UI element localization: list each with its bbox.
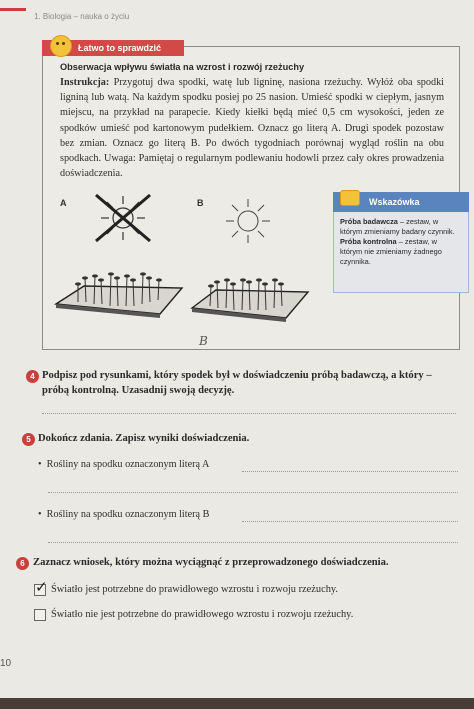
question-number-4: 4: [26, 370, 39, 383]
option-1-text: Światło jest potrzebne do prawidłowego wzrostu i rozwoju rzeżuchy.: [51, 584, 339, 595]
sun-icon: [220, 196, 276, 246]
question-number-6: 6: [16, 557, 29, 570]
option-2-checkbox[interactable]: [34, 609, 46, 621]
hint-title: Wskazówka: [333, 192, 469, 212]
answer-line-b[interactable]: [242, 521, 458, 522]
instruction-paragraph: [60, 75, 444, 181]
answer-line-b2[interactable]: [48, 542, 458, 543]
page-number: 10: [0, 658, 12, 669]
activity-title: Obserwacja wpływu światła na wzrost i rozwój rzeżuchy: [60, 62, 305, 72]
question-5-text: Dokończ zdania. Zapisz wyniki doświadczenia.: [38, 433, 250, 444]
instruction-label: Instrukcja:: [60, 77, 110, 88]
bullet-a: • Rośliny na spodku oznaczonym literą A: [38, 459, 210, 470]
plate-b-illustration: [186, 268, 310, 334]
breadcrumb: 1. Biologia – nauka o życiu: [34, 12, 130, 21]
bullet-b-text: Rośliny na spodku oznaczonym literą B: [46, 509, 210, 520]
answer-line[interactable]: [42, 413, 456, 414]
question-6-text: Zaznacz wniosek, który można wyciągnąć z przeprowadzonego doświadczenia.: [33, 557, 389, 568]
label-a: A: [60, 198, 67, 208]
label-b: B: [197, 198, 204, 208]
hint-def-2: – zestaw, w którym nie zmieniamy żadnego czynnika.: [340, 237, 442, 266]
handwritten-b: B: [199, 334, 208, 348]
hint-def-1: – zestaw, w którym zmieniamy badany czynnik.: [340, 217, 455, 236]
crossed-sun-icon: [92, 192, 154, 244]
plate-a-illustration: [48, 262, 184, 332]
smiley-icon: [50, 35, 72, 57]
answer-line-a2[interactable]: [48, 492, 458, 493]
hint-icon: [340, 190, 360, 206]
answer-line-a[interactable]: [242, 471, 458, 472]
bullet-a-text: Rośliny na spodku oznaczonym literą A: [46, 459, 210, 470]
bullet-b: • Rośliny na spodku oznaczonym literą B: [38, 509, 210, 520]
instruction-text: Przygotuj dwa spodki, watę lub ligninę, nasiona rzeżuchy. Wyłóż oba spodki ligniną lub watą. Na każdym spodku posiej po 25 nasion. Umieść spodki w ciepłym, jasnym miejscu, na przykład na parapecie. Kiedy kiełki będą mieć 0,5 cm wysokości, jeden ze spodków umieść pod kartonowym pudełkiem. Oznacz go literą A. Drugi spodek pozostaw bez zmian. Oznacz go literą B. Po dwóch tygodniach porównaj wygląd roślin na obu spodkach. Uwaga: Pamiętaj o regularnym podlewaniu hodowli przez cały okres prowadzenia doświadczenia.: [60, 77, 444, 180]
hint-body: [340, 217, 460, 267]
hint-term-2: Próba kontrolna: [340, 237, 397, 246]
option-2-text: Światło nie jest potrzebne do prawidłowego wzrostu i rozwoju rzeżuchy.: [51, 609, 354, 620]
hint-term-1: Próba badawcza: [340, 217, 398, 226]
check-mark-icon: ✓: [35, 578, 48, 596]
header-accent-bar: [0, 8, 26, 11]
question-4-text: Podpisz pod rysunkami, który spodek był w doświadczeniu próbą badawczą, a który – próbą kontrolną. Uzasadnij swoją decyzję.: [42, 370, 432, 396]
activity-tag: Łatwo to sprawdzić: [42, 40, 184, 56]
question-number-5: 5: [22, 433, 35, 446]
